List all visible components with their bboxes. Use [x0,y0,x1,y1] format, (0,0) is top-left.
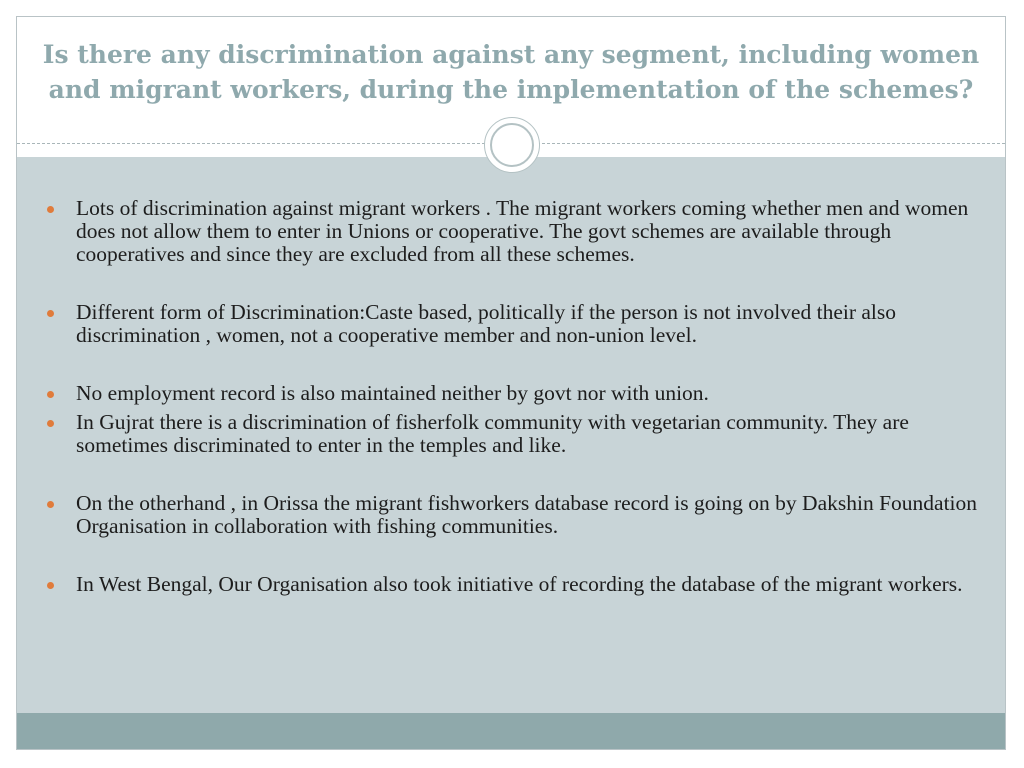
bullet-item [45,411,987,457]
bullet-dot-icon [47,391,54,398]
bullet-dot-icon [47,420,54,427]
slide-title: Is there any discrimination against any segment, including women and migrant workers, during the implementation of the schemes? [42,40,980,104]
decorative-ring-icon [490,123,534,167]
bullet-item [45,197,987,266]
bullet-text: In West Bengal, Our Organisation also took initiative of recording the database of the migrant workers. [76,572,963,596]
bullet-item [45,382,987,405]
bottom-bar [17,713,1005,749]
bullet-text: In Gujrat there is a discrimination of fisherfolk community with vegetarian community. They are sometimes discriminated to enter in the temples and like. [76,410,909,457]
bullet-item [45,301,987,347]
bullet-text: Different form of Discrimination:Caste based, politically if the person is not involved their also discrimination , women, not a cooperative member and non-union level. [76,300,897,347]
bullet-text: No employment record is also maintained neither by govt nor with union. [76,381,709,405]
bullet-text: Lots of discrimination against migrant workers . The migrant workers coming whether men and women does not allow them to enter in Unions or cooperative. The govt schemes are available through cooperatives and since they are excluded from all these schemes. [76,196,969,266]
bullet-item [45,492,987,538]
bullet-dot-icon [47,310,54,317]
content-area [17,157,1005,716]
bullet-dot-icon [47,582,54,589]
decorative-circle-icon [484,117,540,173]
bullet-text: On the otherhand , in Orissa the migrant fishworkers database record is going on by Dakshin Foundation Organisation in collaboration with fishing communities. [76,491,978,538]
bullet-list [45,157,987,596]
slide [16,16,1006,750]
bullet-dot-icon [47,501,54,508]
bullet-item [45,573,987,596]
bullet-dot-icon [47,206,54,213]
